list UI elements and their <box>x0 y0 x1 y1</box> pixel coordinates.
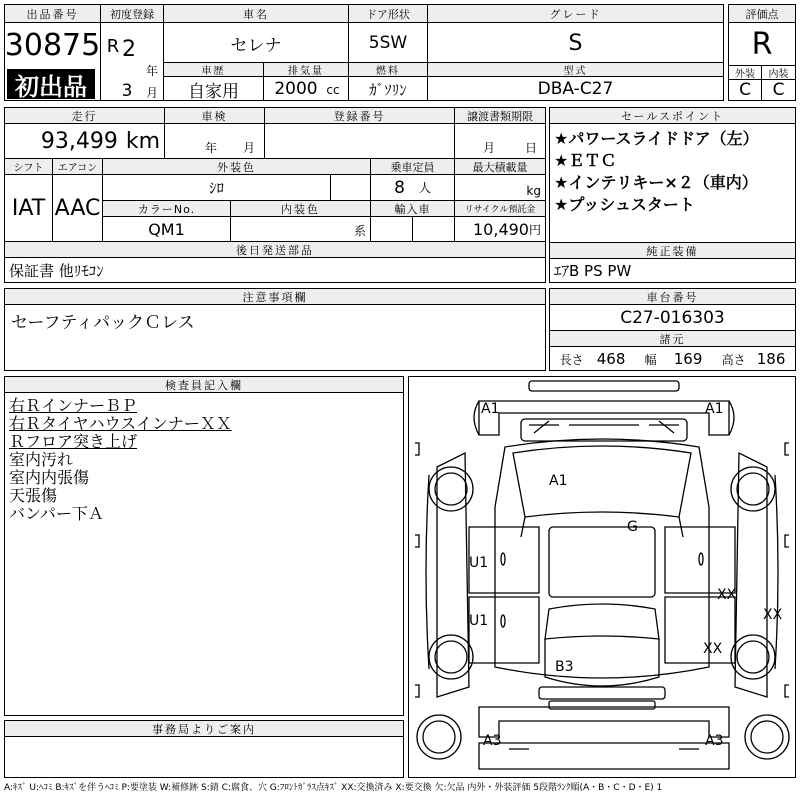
capacity-label: 乗車定員 <box>371 159 455 175</box>
sales-label: セールスポイント <box>550 108 795 124</box>
displacement-label: 排気量 <box>264 63 348 77</box>
model-label: 型式 <box>428 63 723 77</box>
recycle-label: リサイクル預託金 <box>455 201 545 217</box>
fuel-label: 燃料 <box>349 63 427 77</box>
transfer-field <box>455 124 545 159</box>
length-value: 468 <box>596 350 626 368</box>
interior-label: 内装 <box>762 65 795 80</box>
diagram-mark: XX <box>703 641 723 657</box>
history-box <box>163 62 264 101</box>
grade-label: グレード <box>428 5 723 23</box>
insp-year-unit: 年 <box>205 141 218 155</box>
year-unit: 年 <box>145 63 158 77</box>
era: R <box>106 35 120 57</box>
load-unit: kg <box>526 184 541 198</box>
equip-label: 純正装備 <box>550 243 795 259</box>
inspector-line: バンパー下Ａ <box>9 504 104 523</box>
import-field-a <box>371 217 413 242</box>
score-value: R <box>751 26 773 62</box>
fuel-box <box>348 62 428 101</box>
lot-box <box>4 4 101 101</box>
ac-label: エアコン <box>53 159 103 175</box>
diagram-mark: XX <box>717 587 737 603</box>
grade-value: S <box>568 30 583 56</box>
transfer-label: 譲渡書類期限 <box>455 108 545 124</box>
inspector-line: 天張傷 <box>9 486 58 505</box>
model-value: DBA-C27 <box>537 79 614 99</box>
chassis-number: C27-016303 <box>550 305 795 331</box>
inspector-box <box>4 376 404 716</box>
int-color-label: 内装色 <box>231 201 371 217</box>
chassis-label: 車台番号 <box>550 289 795 305</box>
sales-point: ★ＥＴＣ <box>554 151 617 170</box>
fuel-value: ｶﾞｿﾘﾝ <box>369 80 407 99</box>
displacement-value: 2000 <box>274 79 318 99</box>
later-parts-value: 保証書 他ﾘﾓｺﾝ <box>9 261 104 280</box>
transfer-month-unit: 月 <box>483 141 496 155</box>
diagram-mark: B3 <box>555 659 574 675</box>
month-unit: 月 <box>145 85 158 99</box>
mileage-field <box>5 124 165 159</box>
color-no-label: カラーNo. <box>103 201 231 217</box>
car-diagram <box>409 377 795 777</box>
int-color-field <box>231 217 371 242</box>
inspector-line: 右ＲインナーＢＰ <box>9 396 138 415</box>
color-value: ｼﾛ <box>103 175 331 201</box>
import-label: 輸入車 <box>371 201 455 217</box>
sales-list <box>554 128 759 216</box>
diagram-mark: U1 <box>469 555 489 571</box>
door-value: 5SW <box>368 33 408 53</box>
dims-label: 諸元 <box>550 331 795 347</box>
import-field-b <box>413 217 455 242</box>
score-label: 評価点 <box>729 5 795 23</box>
interior-score: C <box>772 80 785 100</box>
height-value: 186 <box>756 350 786 368</box>
sales-points-box <box>549 107 796 243</box>
diagram-mark: A1 <box>705 401 724 417</box>
load-label: 最大積載量 <box>455 159 545 175</box>
height-label: 高さ <box>721 353 746 367</box>
displacement-unit: cc <box>326 83 340 97</box>
inspector-label: 検査員記入欄 <box>5 377 403 393</box>
insp-month-unit: 月 <box>243 141 256 155</box>
office-label: 事務局よりご案内 <box>5 721 403 737</box>
sales-point: ★プッシュスタート <box>554 195 695 214</box>
width-value: 169 <box>673 350 703 368</box>
diagram-mark: A1 <box>549 473 568 489</box>
diagram-mark: A3 <box>483 733 502 749</box>
door-box <box>348 4 428 63</box>
car-name-label: 車名 <box>164 5 348 23</box>
color-label: 外装色 <box>103 159 371 175</box>
inspection-label: 車検 <box>165 108 265 124</box>
first-registration-box <box>100 4 164 101</box>
color-extra <box>331 175 371 201</box>
load-field <box>455 175 545 201</box>
width-label: 幅 <box>644 353 657 367</box>
car-diagram-box <box>408 376 796 778</box>
notes-box <box>4 288 546 371</box>
inspector-notes <box>9 397 232 523</box>
diagram-mark: A3 <box>705 733 724 749</box>
registration-label: 登録番号 <box>265 108 455 124</box>
car-name: セレナ <box>230 35 282 56</box>
mileage-unit: km <box>125 128 160 154</box>
diagram-mark: G <box>627 519 638 535</box>
registration-field <box>265 124 455 159</box>
exterior-score: C <box>729 80 762 100</box>
color-no-value: QM1 <box>103 217 231 242</box>
transfer-day-unit: 日 <box>525 141 538 155</box>
model-box <box>427 62 724 101</box>
grade-box <box>427 4 724 63</box>
recycle-field <box>455 217 545 242</box>
chassis-box <box>549 288 796 371</box>
notes-text: セーフティパックＣレス <box>11 312 195 333</box>
first-reg-label: 初度登録 <box>101 5 163 23</box>
inspector-line: Ｒフロア突き上げ <box>9 432 138 451</box>
diagram-mark: U1 <box>469 613 489 629</box>
mileage-label: 走行 <box>5 108 165 124</box>
info-block <box>4 107 546 283</box>
dims-row <box>550 347 795 370</box>
door-label: ドア形状 <box>349 5 427 23</box>
recycle-unit: 円 <box>528 222 541 237</box>
reg-month: 3 <box>121 81 133 101</box>
reg-year: 2 <box>122 36 136 62</box>
recycle-value: 10,490 <box>473 219 529 239</box>
office-box <box>4 720 404 778</box>
capacity-unit: 人 <box>418 181 431 195</box>
lot-number: 30875 <box>5 27 100 63</box>
inspection-field <box>165 124 265 159</box>
car-name-box <box>163 4 349 63</box>
sales-point: ★パワースライドドア（左） <box>554 129 759 148</box>
ac-value: AAC <box>53 175 103 242</box>
equipment-box <box>549 242 796 283</box>
inspector-line: 右ＲタイヤハウスインナーＸＸ <box>9 414 232 433</box>
int-color-unit: 系 <box>353 224 366 238</box>
diagram-mark: XX <box>763 607 783 623</box>
first-listing-badge: 初出品 <box>7 69 95 99</box>
capacity-value: 8 <box>394 177 405 198</box>
history-value: 自家用 <box>188 81 239 100</box>
length-label: 長さ <box>559 353 584 367</box>
equip-value: ｴｱB PS PW <box>554 262 632 280</box>
mileage-value: 93,499 <box>40 128 118 154</box>
displacement-box <box>263 62 349 101</box>
history-label: 車歴 <box>164 63 263 77</box>
shift-label: シフト <box>5 159 53 175</box>
shift-value: IAT <box>5 175 53 242</box>
score-box <box>728 4 796 101</box>
later-parts-label: 後日発送部品 <box>5 242 545 258</box>
legend-footer: A:ｷｽﾞ U:ﾍｺﾐ B:ｷｽﾞを伴うﾍｺﾐ P:要塗装 W:補修跡 S:錆 C:腐食、穴 G:ﾌﾛﾝﾄｶﾞﾗｽ点ｷｽﾞ XX:交換済み X:要交換 欠:欠品 内外・外装評価 5段階ﾗﾝｸ順(A・B・C・D・E) 1 <box>4 783 663 793</box>
sales-point: ★インテリキー×２（車内） <box>554 173 758 192</box>
inspector-line: 室内内張傷 <box>9 468 90 487</box>
inspector-line: 室内汚れ <box>9 450 74 469</box>
capacity-field <box>371 175 455 201</box>
exterior-label: 外装 <box>729 65 762 80</box>
notes-label: 注意事項欄 <box>5 289 545 305</box>
diagram-mark: A1 <box>481 401 500 417</box>
lot-label: 出品番号 <box>5 5 100 23</box>
